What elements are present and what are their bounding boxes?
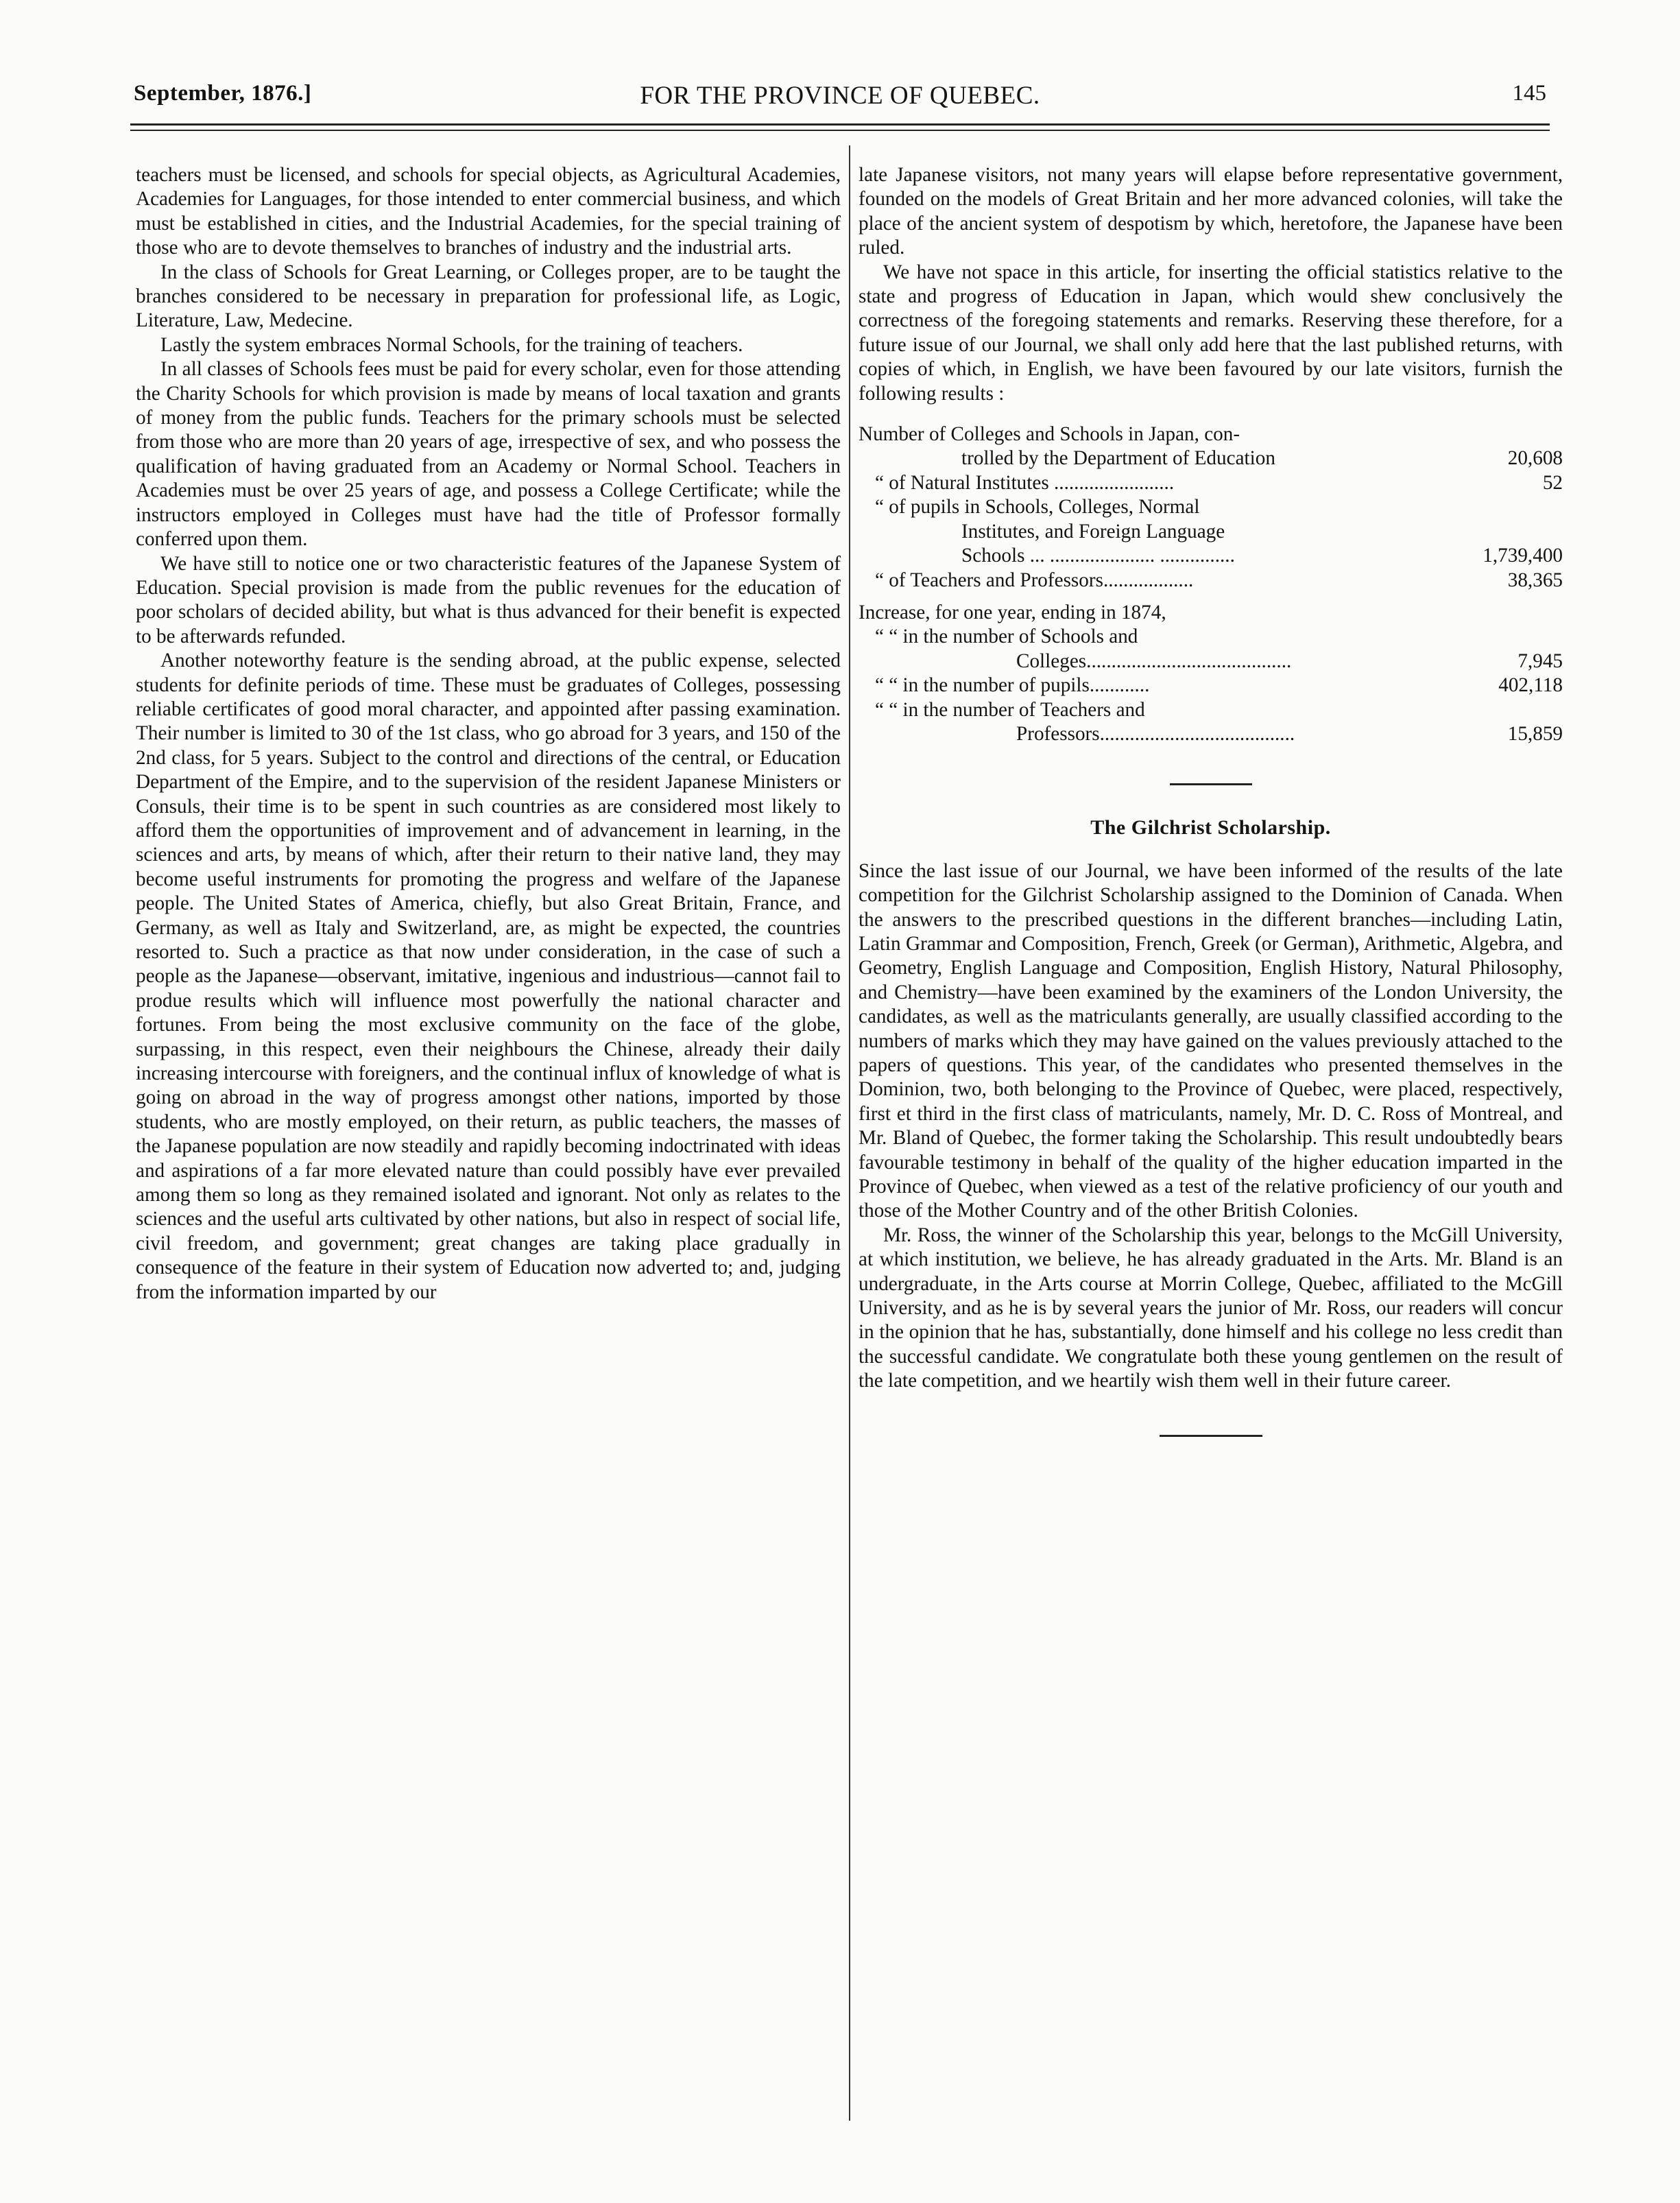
stats-row (859, 601, 1563, 625)
section-divider (1170, 783, 1252, 785)
scholarship-paragraph-2: Mr. Ross, the winner of the Scholarship this year, belongs to the McGill University, at which institution, we believe, he has already graduated in the Arts. Mr. Bland is an undergraduate, in the Arts course at Morrin College, Quebec, affiliated to the McGill University, and as he is by several years the junior of Mr. Ross, our readers will concur in the opinion that he has, substantially, done himself and his college no less credit than the successful candidate. We congratulate both these young gentlemen on the result of the late competition, and we heartily wish them well in their future career. (859, 1224, 1563, 1392)
stats-row (859, 471, 1563, 495)
stats-value: 52 (1542, 471, 1563, 494)
stats-row (859, 625, 1563, 649)
stats-label: Schools ... ..................... ............... (961, 545, 1235, 567)
stats-row (859, 674, 1563, 698)
header-rule-bottom (130, 130, 1550, 131)
stats-row (859, 569, 1563, 593)
stats-label: Institutes, and Foreign Language (961, 520, 1225, 543)
left-paragraph-3: Lastly the system embraces Normal Schools, for the training of teachers. (160, 333, 743, 356)
statistics-table (859, 422, 1563, 746)
stats-value: 402,118 (1498, 674, 1563, 697)
running-title: FOR THE PROVINCE OF QUEBEC. (640, 82, 1040, 110)
stats-label: Number of Colleges and Schools in Japan, con- (859, 423, 1240, 446)
stats-label: Colleges......................................... (1016, 650, 1292, 672)
stats-row (859, 544, 1563, 568)
stats-row (859, 422, 1563, 446)
stats-label: Professors....................................... (1016, 722, 1295, 745)
section-title: The Gilchrist Scholarship. (1090, 816, 1331, 839)
left-paragraph-1: teachers must be licensed, and schools for special objects, as Agricultural Academies, Academies for Languages, for those intended to enter commercial business, and which must be established in cities, and the Industrial Academies, for the special training of those who are to devote themselves to branches of industry and the industrial arts. (136, 164, 841, 259)
scholarship-paragraph-1: Since the last issue of our Journal, we have been informed of the results of the late competition for the Gilchrist Scholarship assigned to the Dominion of Canada. When the answers to the prescribed questions in the different branches—including Latin, Latin Grammar and Composition, French, Greek (or German), Arithmetic, Algebra, and Geometry, English Language and Composition, English History, Natural Philosophy, and Chemistry—have been examined by the examiners of the London University, the candidates, as well as the matriculants generally, are usually classified according to the numbers of marks which they may have gained on the values previously attached to the papers of questions. This year, of the candidates who presented themselves in the Dominion, two, both belonging to the Province of Quebec, were placed, respectively, first et third in the first class of matriculants, namely, Mr. D. C. Ross of Montreal, and Mr. Bland of Quebec, the former taking the Scholarship. This result undoubtedly bears favourable testimony in behalf of the quality of the higher education imparted in the Province of Quebec, when viewed as a test of the relative proficiency of our youth and those of the Mother Country and of the other British Colonies. (859, 859, 1563, 1222)
stats-row (859, 446, 1563, 471)
stats-value: 7,945 (1517, 650, 1563, 672)
left-column (136, 163, 841, 1305)
stats-label: “ of Teachers and Professors.................. (875, 569, 1194, 591)
right-paragraph-1: late Japanese visitors, not many years will elapse before representative government, founded on the models of Great Britain and her more advanced colonies, will take the place of the ancient system of despotism by which, heretofore, the Japanese have been ruled. (859, 164, 1563, 259)
right-column (859, 163, 1563, 1437)
stats-value: 38,365 (1507, 569, 1563, 591)
stats-row (859, 698, 1563, 722)
left-paragraph-2: In the class of Schools for Great Learning, or Colleges proper, are to be taught the branches considered to be necessary in preparation for professional life, as Logic, Literature, Law, Medecine. (136, 261, 841, 332)
issue-date: September, 1876.] (134, 81, 312, 106)
page-header (134, 81, 1546, 115)
stats-row (859, 520, 1563, 544)
stats-label: “ “ in the number of Schools and (875, 626, 1138, 648)
end-divider (1160, 1435, 1262, 1437)
header-rule-top (130, 123, 1550, 126)
stats-label: “ of pupils in Schools, Colleges, Normal (875, 496, 1200, 519)
stats-row (859, 650, 1563, 674)
page-number: 145 (1512, 81, 1546, 106)
right-paragraph-2: We have not space in this article, for inserting the official statistics relative to the state and progress of Education in Japan, which would shew conclusively the correctness of the foregoing statements and remarks. Reserving these therefore, for a future issue of our Journal, we shall only add here that the last published returns, with copies of which, in English, we have been favoured by our late visitors, furnish the following results : (859, 261, 1563, 405)
left-paragraph-4: In all classes of Schools fees must be paid for every scholar, even for those attending the Charity Schools for which provision is made by means of local taxation and grants of money from the public funds. Teachers for the primary schools must be selected from those who are more than 20 years of age, irrespective of sex, and who possess the qualification of having graduated from an Academy or Normal School. Teachers in Academies must be over 25 years of age, and possess a College Certificate; while the instructors employed in Colleges must have had the title of Professor formally conferred upon them. (136, 358, 841, 551)
stats-row (859, 722, 1563, 746)
left-paragraph-6: Another noteworthy feature is the sending abroad, at the public expense, selected students for definite periods of time. These must be graduates of Colleges, possessing reliable certificates of good moral character, and appointed after passing examination. Their number is limited to 30 of the 1st class, who go abroad for 3 years, and 150 of the 2nd class, for 5 years. Subject to the control and directions of the central, or Education Department of the Empire, and to the supervision of the resident Japanese Ministers or Consuls, their time is to be spent in such countries as are considered most likely to afford them the opportunities of improvement and of advancement in learning, in the sciences and arts, by means of which, after their return to their native land, they may become useful instruments for promoting the progress and welfare of the Japanese people. The United States of America, chiefly, but also Great Britain, France, and Germany, as well as Italy and Switzerland, are, as might be expected, the countries resorted to. Such a practice as that now under consideration, in the case of such a people as the Japanese—observant, imitative, ingenious and industrious—cannot fail to produe results which will influence most powerfully the national character and fortunes. From being the most exclusive community on the face of the globe, surpassing, in this respect, even their neighbours the Chinese, already their daily increasing intercourse with foreigners, and the continual influx of knowledge of what is going on abroad in the way of progress amongst other nations, imported by those students, who are mostly employed, on their return, as public teachers, the masses of the Japanese population are now steadily and rapidly becoming indoctrinated with ideas and aspirations of a far more elevated nature than could possibly have ever prevailed among them so long as they remained isolated and ignorant. Not only as relates to the sciences and the useful arts cultivated by other nations, but also in respect of social life, civil freedom, and government; great changes are taking place gradually in consequence of the feature in their system of Education now adverted to; and, judging from the information imparted by our (136, 650, 841, 1303)
column-divider (849, 145, 850, 2121)
stats-value: 15,859 (1507, 722, 1563, 745)
left-paragraph-5: We have still to notice one or two characteristic features of the Japanese System of Education. Special provision is made from the public revenues for the education of poor scholars of decided ability, but what is thus advanced for their benefit is expected to be afterwards refunded. (136, 552, 841, 647)
stats-row (859, 495, 1563, 519)
stats-value: 20,608 (1507, 447, 1563, 470)
stats-label: “ “ in the number of Teachers and (875, 698, 1145, 721)
stats-label: Increase, for one year, ending in 1874, (859, 601, 1166, 623)
stats-value: 1,739,400 (1483, 545, 1563, 567)
stats-label: “ “ in the number of pupils............ (875, 674, 1150, 697)
stats-label: trolled by the Department of Education (961, 447, 1275, 470)
stats-label: “ of Natural Institutes ........................ (875, 471, 1175, 494)
